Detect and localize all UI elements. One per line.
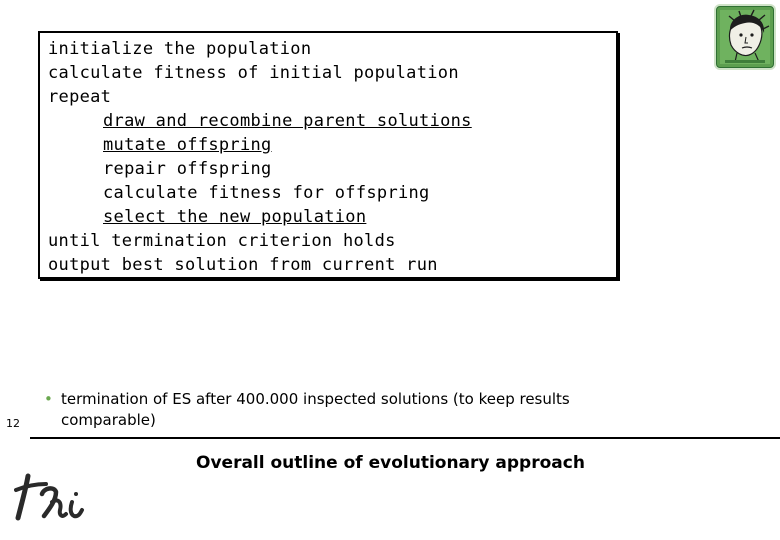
bullet-text: termination of ES after 400.000 inspected solutions (to keep results comparable): [61, 390, 570, 429]
slide-title: Overall outline of evolutionary approach: [196, 453, 585, 473]
code-line-1: initialize the population: [48, 39, 312, 59]
code-line-10: output best solution from current run: [48, 255, 438, 275]
bullet-dot-icon: •: [44, 390, 53, 408]
code-line-6: repair offspring: [103, 159, 272, 179]
algorithm-pseudocode-box: [38, 31, 618, 279]
code-line-9: until termination criterion holds: [48, 231, 396, 251]
code-line-3: repeat: [48, 87, 112, 107]
code-line-7: calculate fitness for offspring: [103, 183, 430, 203]
university-logo-icon: [14, 472, 86, 524]
code-line-5: mutate offspring: [103, 135, 272, 155]
portrait-logo-icon: [716, 6, 774, 68]
code-line-2: calculate fitness of initial population: [48, 63, 459, 83]
code-line-8: select the new population: [103, 207, 367, 227]
slide-number: 12: [6, 417, 20, 430]
footer-divider: [30, 437, 780, 439]
code-line-4: draw and recombine parent solutions: [103, 111, 472, 131]
